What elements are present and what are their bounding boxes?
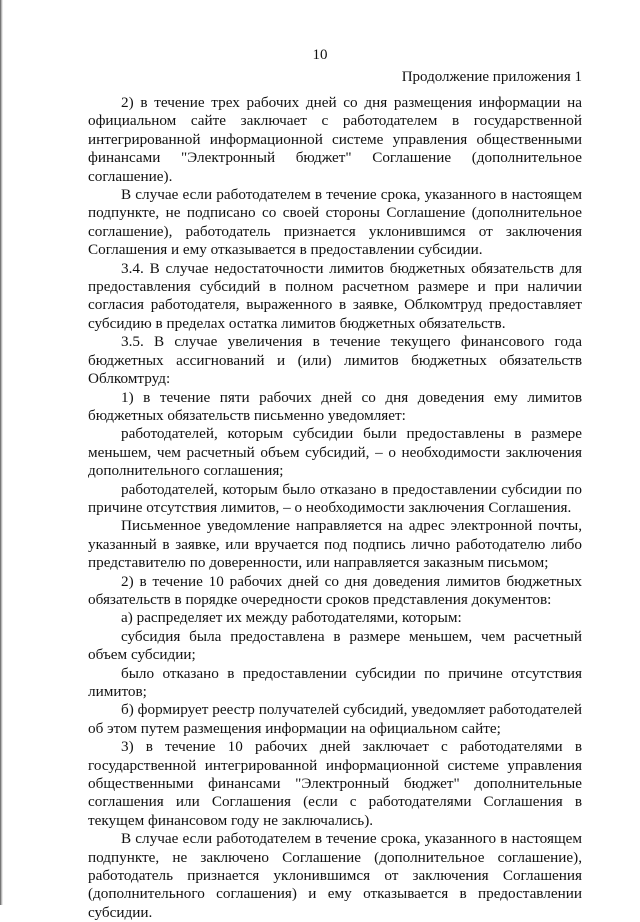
paragraph: В случае если работодателем в течение срока, указанного в настоящем подпункте, не подписано со своей стороны Соглашение (дополнительное соглашение), работодатель признается уклонившимся от заключения Соглашения и ему отказывается в предоставлении субсидии.	[88, 186, 582, 259]
paragraph: б) формирует реестр получателей субсидий, уведомляет работодателей об этом путем размещения информации на официальном сайте;	[88, 701, 582, 737]
paragraph: субсидия была предоставлена в размере меньшем, чем расчетный объем субсидии;	[88, 627, 582, 664]
page-number: 10	[312, 47, 328, 63]
paragraph: 2) в течение трех рабочих дней со дня размещения информации на официальном сайте заключает с работодателем в государственной интегрированной информационной системе управления общественными финансами "Электронный бюджет" Соглашение (дополнительное соглашение).	[88, 94, 582, 185]
appendix-continuation-caption: Продолжение приложения 1	[401, 69, 582, 85]
paragraph: работодателей, которым было отказано в предоставлении субсидии по причине отсутствия лимитов, – о необходимости заключения Соглашения.	[88, 480, 582, 516]
paragraph: 2) в течение 10 рабочих дней со дня доведения лимитов бюджетных обязательств в порядке очередности сроков представления документов:	[88, 572, 582, 608]
paragraph: 3.5. В случае увеличения в течение текущего финансового года бюджетных ассигнований и (или) лимитов бюджетных обязательств Облкомтруд:	[88, 333, 582, 388]
paragraph: было отказано в предоставлении субсидии по причине отсутствия лимитов;	[88, 664, 582, 700]
paragraph: а) распределяет их между работодателями, которым:	[121, 609, 462, 627]
paragraph: 3.4. В случае недостаточности лимитов бюджетных обязательств для предоставления субсидий в полном расчетном размере и при наличии согласия работодателя, выраженного в заявке, Облкомтруд предоставляет субсидию в пределах остатка лимитов бюджетных обязательств.	[88, 259, 582, 332]
scan-edge-shadow	[0, 0, 3, 905]
paragraph: работодателей, которым субсидии были предоставлены в размере меньшем, чем расчетный объем субсидий, – о необходимости заключения дополнительного соглашения;	[88, 425, 582, 480]
paragraph: Письменное уведомление направляется на адрес электронной почты, указанный в заявке, или вручается под подпись лично работодателю либо представителю по доверенности, или направляется заказным письмом;	[88, 517, 582, 572]
document-body	[88, 94, 582, 922]
paragraph: В случае если работодателем в течение срока, указанного в настоящем подпункте, не заключено Соглашение (дополнительное соглашение), работодатель признается уклонившимся от заключения Соглашения (дополнительного соглашения) и ему отказывается в предоставлении субсидии.	[88, 830, 582, 921]
paragraph: 1) в течение пяти рабочих дней со дня доведения ему лимитов бюджетных обязательств письменно уведомляет:	[88, 388, 582, 424]
paragraph: 3) в течение 10 рабочих дней заключает с работодателями в государственной интегрированной информационной системе управления общественными финансами "Электронный бюджет" дополнительные соглашения или Соглашения (если с работодателями Соглашения в текущем финансовом году не заключались).	[88, 738, 582, 829]
